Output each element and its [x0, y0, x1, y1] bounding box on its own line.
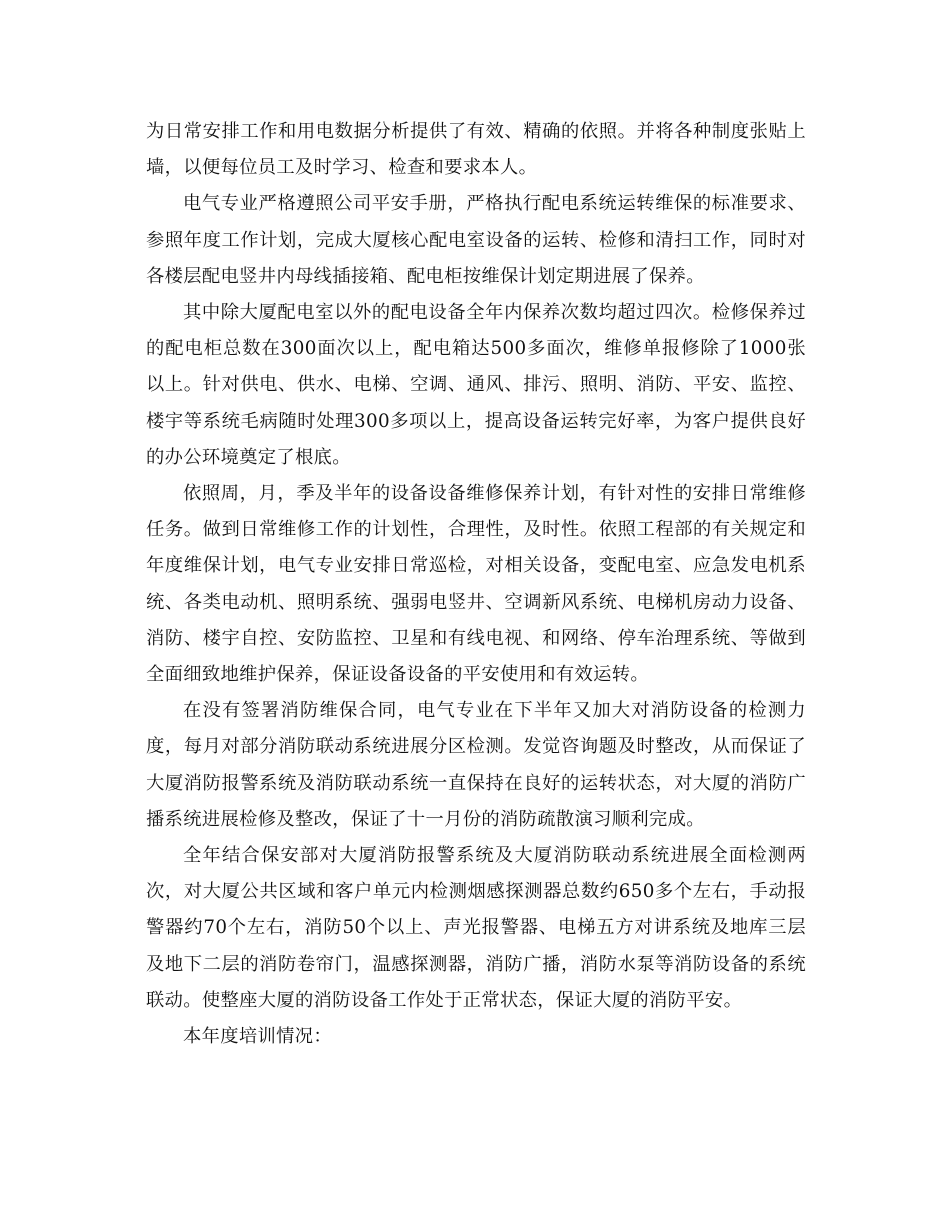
paragraph-maintenance-schedule: 依照周，月，季及半年的设备设备维修保养计划，有针对性的安排日常维修任务。做到日常维修工作的计划性，合理性，及时性。依照工程部的有关规定和年度维保计划，电气专业安排日常巡检，对相关设备，变配电室、应急发电机系统、各类电动机、照明系统、强弱电竖井、空调新风系统、电梯机房动力设备、消防、楼宇自控、安防监控、卫星和有线电视、和网络、停车治理系统、等做到全面细致地维护保养，保证设备设备的平安使用和有效运转。	[146, 483, 806, 686]
paragraph-electrical-maintenance: 电气专业严格遵照公司平安手册，严格执行配电系统运转维保的标准要求、参照年度工作计划，完成大厦核心配电室设备的运转、检修和清扫工作，同时对各楼层配电竖井内母线插接箱、配电柜按维保计划定期进展了保养。	[146, 193, 806, 287]
paragraph-training-heading: 本年度培训情况：	[183, 1026, 333, 1048]
paragraph-maintenance-statistics: 其中除大厦配电室以外的配电设备全年内保养次数均超过四次。检修保养过的配电柜总数在300面次以上，配电箱达500多面次，维修单报修除了1000张以上。针对供电、供水、电梯、空调、通风、排污、照明、消防、平安、监控、楼宇等系统毛病随时处理300多项以上，提高设备运转完好率，为客户提供良好的办公环境奠定了根底。	[146, 302, 806, 468]
paragraph-continuation: 为日常安排工作和用电数据分析提供了有效、精确的依照。并将各种制度张贴上墙，以便每位员工及时学习、检查和要求本人。	[146, 121, 806, 179]
paragraph-fire-system-testing: 全年结合保安部对大厦消防报警系统及大厦消防联动系统进展全面检测两次，对大厦公共区域和客户单元内检测烟感探测器总数约650多个左右，手动报警器约70个左右，消防50个以上、声光报警器、电梯五方对讲系统及地库三层及地下二层的消防卷帘门，温感探测器，消防广播，消防水泵等消防设备的系统联动。使整座大厦的消防设备工作处于正常状态，保证大厦的消防平安。	[146, 845, 806, 1011]
document-body	[146, 114, 806, 1055]
paragraph-fire-system-inspection: 在没有签署消防维保合同，电气专业在下半年又加大对消防设备的检测力度，每月对部分消防联动系统进展分区检测。发觉咨询题及时整改，从而保证了大厦消防报警系统及消防联动系统一直保持在良好的运转状态，对大厦的消防广播系统进展检修及整改，保证了十一月份的消防疏散演习顺利完成。	[146, 700, 806, 830]
